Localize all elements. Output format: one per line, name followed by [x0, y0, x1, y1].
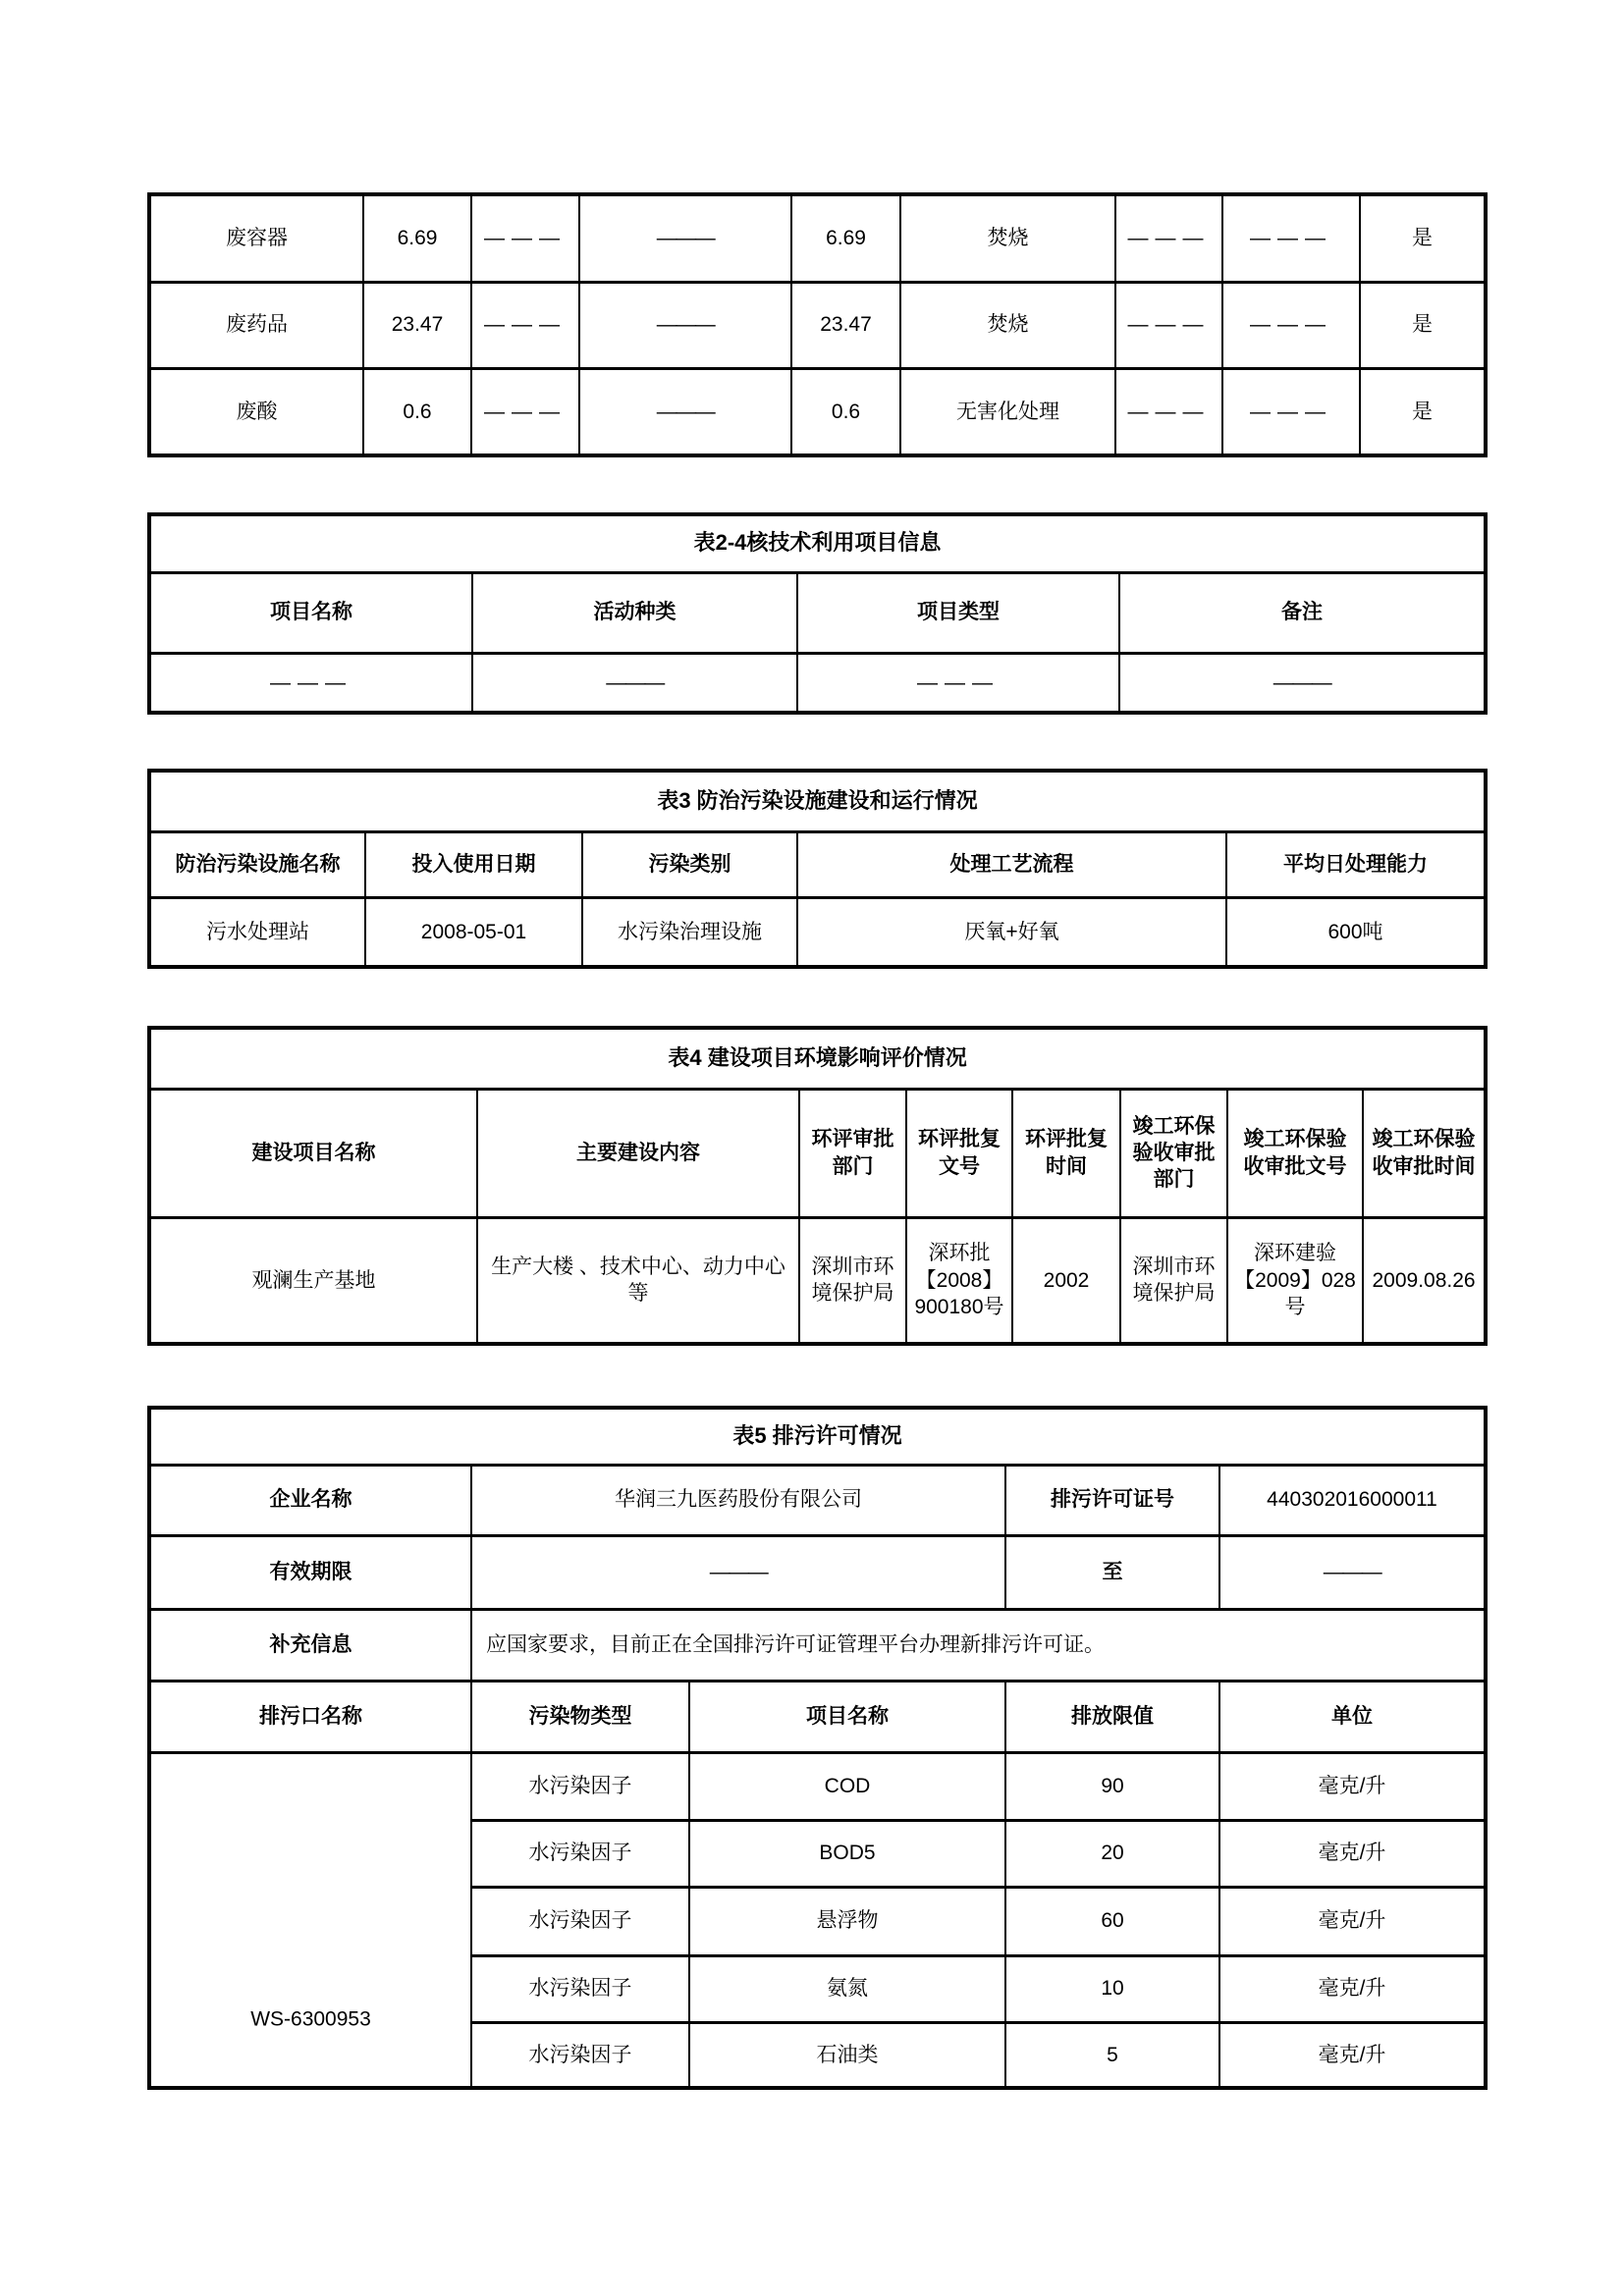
cell-waste-name: 废容器	[149, 194, 363, 282]
table-row	[149, 897, 1486, 967]
cell-eia-approval-dept: 深圳市环境保护局	[799, 1217, 906, 1344]
cell-facility-name: 污水处理站	[149, 897, 365, 967]
cell-empty-line: ———	[579, 368, 791, 455]
cell-eia-approval-doc-no: 深环批【2008】900180号	[906, 1217, 1012, 1344]
cell-discharge-limit: 5	[1005, 2022, 1219, 2088]
validity-row	[149, 1535, 1486, 1609]
validity-from-value: ———	[471, 1535, 1005, 1609]
cell-empty-dash: ———	[471, 282, 579, 368]
header-daily-capacity: 平均日处理能力	[1226, 831, 1486, 897]
cell-project-name: 观澜生产基地	[149, 1217, 477, 1344]
table-title: 表2-4核技术利用项目信息	[149, 514, 1486, 572]
table-row	[149, 368, 1486, 455]
header-pollution-category: 污染类别	[582, 831, 797, 897]
cell-item-name: 氨氮	[689, 1955, 1005, 2022]
cell-disposal-method: 焚烧	[900, 282, 1115, 368]
header-acceptance-dept: 竣工环保验收审批部门	[1120, 1089, 1227, 1217]
header-process-flow: 处理工艺流程	[797, 831, 1226, 897]
cell-empty-dash: ———	[1222, 282, 1360, 368]
cell-unit: 毫克/升	[1219, 1887, 1486, 1955]
cell-commission-date: 2008-05-01	[365, 897, 582, 967]
cell-acceptance-doc-no: 深环建验【2009】028号	[1227, 1217, 1363, 1344]
cell-empty-line: ———	[1119, 653, 1486, 713]
header-project-name: 建设项目名称	[149, 1089, 477, 1217]
company-row	[149, 1465, 1486, 1535]
cell-empty-dash: ———	[1115, 282, 1222, 368]
cell-unit: 毫克/升	[1219, 2022, 1486, 2088]
header-acceptance-doc-no: 竣工环保验收审批文号	[1227, 1089, 1363, 1217]
header-project-name: 项目名称	[149, 572, 472, 653]
cell-pollution-category: 水污染治理设施	[582, 897, 797, 967]
permit-number-label: 排污许可证号	[1005, 1465, 1219, 1535]
cell-empty-dash: ———	[1222, 368, 1360, 455]
cell-pollutant-type: 水污染因子	[471, 2022, 689, 2088]
cell-compliance-flag: 是	[1360, 282, 1486, 368]
header-eia-approval-doc-no: 环评批复文号	[906, 1089, 1012, 1217]
permit-number-value: 440302016000011	[1219, 1465, 1486, 1535]
cell-discharge-limit: 20	[1005, 1820, 1219, 1887]
cell-discharge-limit: 60	[1005, 1887, 1219, 1955]
hazardous-waste-continuation-table	[147, 192, 1488, 457]
cell-pollutant-type: 水污染因子	[471, 1887, 689, 1955]
header-pollutant-type: 污染物类型	[471, 1681, 689, 1752]
table-header-row	[149, 1681, 1486, 1752]
eia-table	[147, 1026, 1488, 1346]
cell-pollutant-type: 水污染因子	[471, 1752, 689, 1820]
cell-disposed-quantity: 6.69	[791, 194, 900, 282]
table-row	[149, 282, 1486, 368]
cell-compliance-flag: 是	[1360, 194, 1486, 282]
cell-pollutant-type: 水污染因子	[471, 1955, 689, 2022]
nuclear-technology-table	[147, 512, 1488, 715]
cell-empty-dash: ———	[1115, 368, 1222, 455]
cell-item-name: 悬浮物	[689, 1887, 1005, 1955]
cell-acceptance-dept: 深圳市环境保护局	[1120, 1217, 1227, 1344]
cell-item-name: BOD5	[689, 1820, 1005, 1887]
supplement-label: 补充信息	[149, 1609, 471, 1681]
table-header-row	[149, 831, 1486, 897]
header-item-name: 项目名称	[689, 1681, 1005, 1752]
header-acceptance-time: 竣工环保验收审批时间	[1363, 1089, 1486, 1217]
company-name-label: 企业名称	[149, 1465, 471, 1535]
table-title-row	[149, 1408, 1486, 1465]
cell-discharge-limit: 90	[1005, 1752, 1219, 1820]
cell-waste-name: 废药品	[149, 282, 363, 368]
table-title: 表5 排污许可情况	[149, 1408, 1486, 1465]
cell-item-name: COD	[689, 1752, 1005, 1820]
table-title-row	[149, 771, 1486, 831]
company-name-value: 华润三九医药股份有限公司	[471, 1465, 1005, 1535]
header-unit: 单位	[1219, 1681, 1486, 1752]
cell-daily-capacity: 600吨	[1226, 897, 1486, 967]
validity-to-value: ———	[1219, 1535, 1486, 1609]
cell-waste-name: 废酸	[149, 368, 363, 455]
header-commission-date: 投入使用日期	[365, 831, 582, 897]
discharge-permit-table	[147, 1406, 1488, 2090]
cell-waste-quantity: 6.69	[363, 194, 471, 282]
validity-to-label: 至	[1005, 1535, 1219, 1609]
cell-empty-dash: ———	[797, 653, 1119, 713]
cell-empty-dash: ———	[1115, 194, 1222, 282]
cell-waste-quantity: 0.6	[363, 368, 471, 455]
cell-eia-approval-time: 2002	[1012, 1217, 1120, 1344]
cell-item-name: 石油类	[689, 2022, 1005, 2088]
cell-waste-quantity: 23.47	[363, 282, 471, 368]
cell-unit: 毫克/升	[1219, 1820, 1486, 1887]
supplement-value: 应国家要求，目前正在全国排污许可证管理平台办理新排污许可证。	[471, 1609, 1486, 1681]
header-discharge-limit: 排放限值	[1005, 1681, 1219, 1752]
cell-compliance-flag: 是	[1360, 368, 1486, 455]
cell-empty-dash: ———	[1222, 194, 1360, 282]
outlet-name: WS-6300953	[250, 2007, 371, 2031]
cell-empty-line: ———	[472, 653, 797, 713]
table-row	[149, 194, 1486, 282]
cell-empty-line: ———	[579, 194, 791, 282]
table-header-row	[149, 572, 1486, 653]
cell-acceptance-time: 2009.08.26	[1363, 1217, 1486, 1344]
cell-discharge-limit: 10	[1005, 1955, 1219, 2022]
header-eia-approval-dept: 环评审批部门	[799, 1089, 906, 1217]
pollution-control-facility-table	[147, 769, 1488, 969]
cell-process-flow: 厌氧+好氧	[797, 897, 1226, 967]
cell-empty-dash: ———	[471, 368, 579, 455]
table-header-row	[149, 1089, 1486, 1217]
table-title-row	[149, 1028, 1486, 1089]
validity-label: 有效期限	[149, 1535, 471, 1609]
cell-disposed-quantity: 23.47	[791, 282, 900, 368]
table-row	[149, 1752, 1486, 1820]
table-row	[149, 653, 1486, 713]
header-remarks: 备注	[1119, 572, 1486, 653]
table-row	[149, 1217, 1486, 1344]
table-title: 表3 防治污染设施建设和运行情况	[149, 771, 1486, 831]
cell-disposal-method: 焚烧	[900, 194, 1115, 282]
header-eia-approval-time: 环评批复时间	[1012, 1089, 1120, 1217]
table-title-row	[149, 514, 1486, 572]
cell-pollutant-type: 水污染因子	[471, 1820, 689, 1887]
cell-main-content: 生产大楼 、技术中心、动力中心等	[477, 1217, 799, 1344]
header-main-content: 主要建设内容	[477, 1089, 799, 1217]
cell-empty-dash: ———	[471, 194, 579, 282]
outlet-name-cell	[149, 1752, 471, 2088]
header-activity-type: 活动种类	[472, 572, 797, 653]
table-title: 表4 建设项目环境影响评价情况	[149, 1028, 1486, 1089]
cell-disposed-quantity: 0.6	[791, 368, 900, 455]
cell-unit: 毫克/升	[1219, 1955, 1486, 2022]
header-outlet-name: 排污口名称	[149, 1681, 471, 1752]
cell-disposal-method: 无害化处理	[900, 368, 1115, 455]
cell-empty-line: ———	[579, 282, 791, 368]
cell-unit: 毫克/升	[1219, 1752, 1486, 1820]
supplement-row	[149, 1609, 1486, 1681]
header-facility-name: 防治污染设施名称	[149, 831, 365, 897]
cell-empty-dash: ———	[149, 653, 472, 713]
header-project-type: 项目类型	[797, 572, 1119, 653]
